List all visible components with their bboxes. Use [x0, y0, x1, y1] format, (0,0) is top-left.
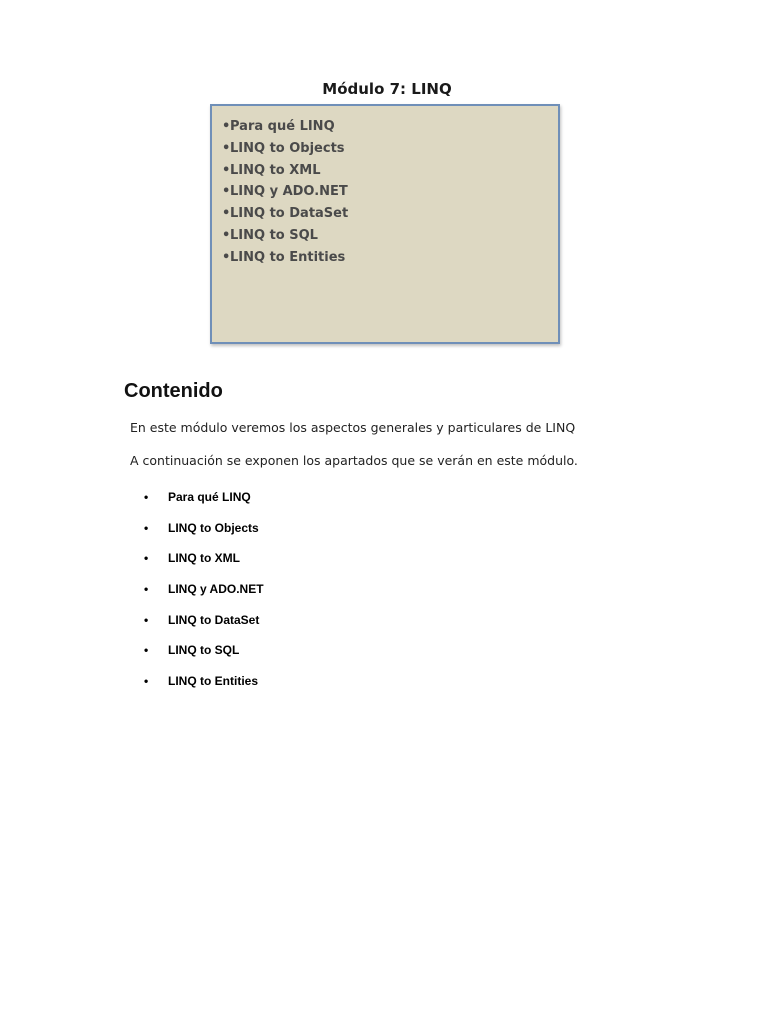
overview-paragraph: A continuación se exponen los apartados que se verán en este módulo.	[130, 453, 578, 468]
list-item-text: LINQ to Entities	[168, 674, 258, 689]
slide-bullet-list	[212, 106, 558, 269]
list-item	[144, 672, 264, 703]
slide-bullet-item	[222, 116, 558, 138]
slide-bullet-item	[222, 225, 558, 247]
list-item	[144, 549, 264, 580]
bullet-glyph: •	[222, 249, 231, 265]
list-item-text: LINQ y ADO.NET	[168, 582, 264, 597]
bullet-glyph: •	[144, 643, 149, 658]
list-item-text: LINQ to DataSet	[168, 612, 260, 627]
slide-bullet-text: LINQ to Entities	[230, 249, 346, 265]
slide-bullet-item	[222, 181, 558, 203]
bullet-glyph: •	[144, 582, 149, 597]
slide-bullet-text: LINQ to Objects	[230, 140, 345, 156]
list-item	[144, 488, 264, 519]
list-item-text: LINQ to XML	[168, 551, 240, 566]
slide-bullet-item	[222, 247, 558, 269]
bullet-glyph: •	[144, 612, 149, 627]
slide-bullet-item	[222, 203, 558, 225]
list-item-text: Para qué LINQ	[168, 490, 251, 504]
slide-bullet-text: LINQ y ADO.NET	[230, 184, 348, 200]
slide-bullet-text: LINQ to DataSet	[230, 206, 349, 222]
list-item	[144, 611, 264, 642]
bullet-glyph: •	[222, 162, 231, 178]
slide-bullet-text: LINQ to SQL	[230, 227, 318, 243]
list-item-text: LINQ to Objects	[168, 520, 259, 535]
intro-paragraph: En este módulo veremos los aspectos generales y particulares de LINQ	[130, 420, 576, 435]
list-item-text: LINQ to SQL	[168, 643, 240, 658]
slide-bullet-item	[222, 138, 558, 160]
slide-bullet-text: Para qué LINQ	[230, 119, 335, 134]
bullet-glyph: •	[222, 227, 231, 243]
bullet-glyph: •	[222, 184, 231, 200]
slide-bullet-item	[222, 160, 558, 182]
section-heading: Contenido	[124, 380, 223, 402]
list-item	[144, 519, 264, 550]
slide-title: Módulo 7: LINQ	[322, 80, 452, 98]
bullet-glyph: •	[144, 551, 149, 566]
bullet-glyph: •	[222, 206, 231, 222]
bullet-glyph: •	[222, 119, 231, 134]
list-item	[144, 580, 264, 611]
slide-image	[210, 104, 560, 344]
bullet-glyph: •	[144, 674, 149, 689]
bullet-glyph: •	[222, 140, 231, 156]
slide-bullet-text: LINQ to XML	[230, 162, 321, 178]
bullet-glyph: •	[144, 520, 149, 535]
list-item	[144, 641, 264, 672]
bullet-glyph: •	[144, 490, 149, 504]
topic-list	[144, 488, 264, 703]
